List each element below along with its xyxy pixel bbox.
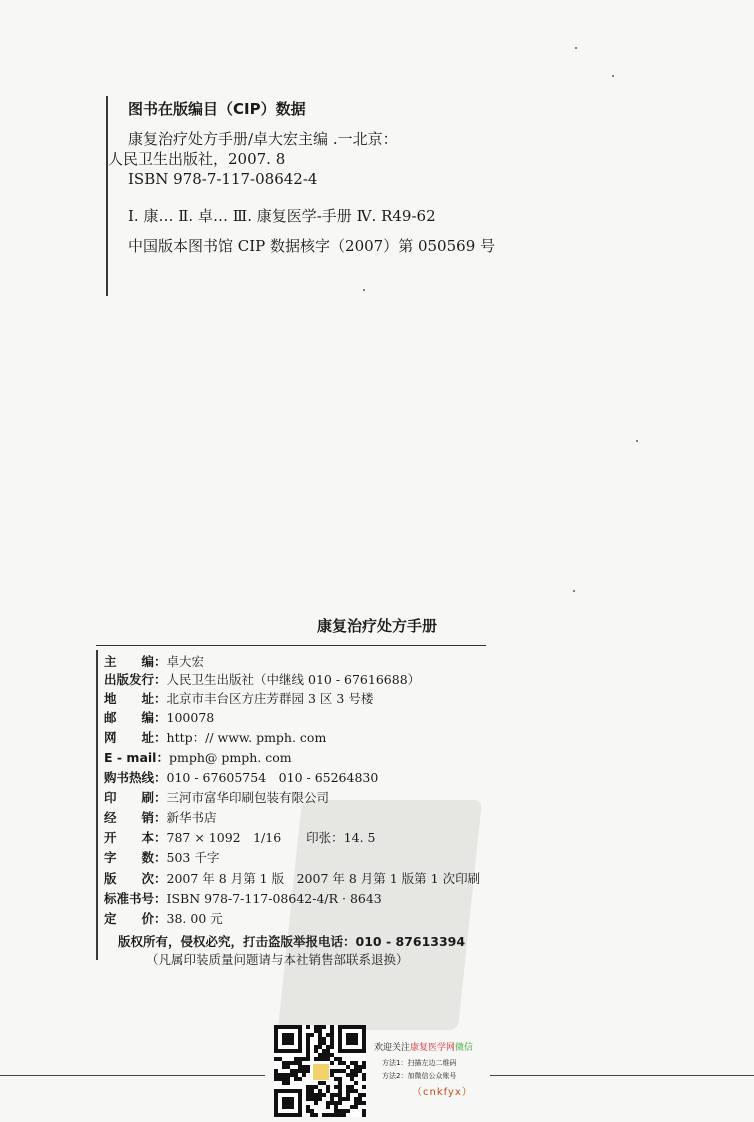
colophon-row: [104, 652, 204, 670]
qr-module: [298, 1077, 302, 1081]
qr-module: [314, 1113, 318, 1117]
qr-module: [362, 1101, 366, 1105]
colophon-value: 503 千字: [166, 850, 220, 865]
qr-module: [326, 1105, 330, 1109]
qr-finder: [282, 1097, 294, 1109]
title-rule: [96, 645, 486, 646]
colophon-row: [104, 788, 329, 806]
colophon-row: [104, 869, 480, 887]
colophon-label: 字 数：: [104, 850, 167, 865]
colophon-label: 印 刷：: [104, 790, 167, 805]
colophon-row: [104, 670, 420, 688]
colophon-row: [104, 689, 373, 707]
qr-module: [362, 1113, 366, 1117]
qr-module: [314, 1101, 318, 1105]
colophon-label: E - mail：: [104, 750, 169, 765]
qr-module: [354, 1073, 358, 1077]
book-title: 康复治疗处方手册: [316, 617, 437, 635]
colophon-value: 卓大宏: [166, 654, 205, 669]
wechat-prefix: 欢迎关注: [374, 1043, 411, 1053]
wechat-brand: 康复医学网: [410, 1043, 456, 1053]
qr-finder: [282, 1033, 294, 1045]
qr-module: [362, 1093, 366, 1097]
copyright-notice: 版权所有，侵权必究，打击盗版举报电话：010 - 87613394: [118, 934, 466, 949]
colophon-value: ISBN 978-7-117-08642-4/R · 8643: [166, 891, 382, 906]
wechat-suffix: 微信: [455, 1043, 474, 1053]
colophon-value: 787 × 1092 1/16 印张：14. 5: [166, 830, 376, 845]
colophon-label: 版 次：: [104, 871, 167, 886]
colophon-label: 地 址：: [104, 691, 167, 706]
wechat-qr-code[interactable]: [274, 1025, 366, 1117]
qr-module: [330, 1061, 334, 1065]
colophon-value: http：// www. pmph. com: [166, 730, 327, 745]
colophon-value: pmph@ pmph. com: [168, 750, 292, 765]
qr-logo-icon: [312, 1063, 330, 1081]
cip-line-classification: Ⅰ. 康… Ⅱ. 卓… Ⅲ. 康复医学-手册 Ⅳ. R49-62: [128, 207, 436, 225]
colophon-value: 38. 00 元: [166, 911, 223, 926]
speck: [636, 440, 638, 442]
colophon-label: 经 销：: [104, 810, 167, 825]
colophon-value: 三河市富华印刷包装有限公司: [166, 790, 330, 805]
qr-module: [322, 1093, 326, 1097]
cip-line-title: 康复治疗处方手册/卓大宏主编 .一北京：: [128, 130, 398, 148]
colophon-value: 人民卫生出版社（中继线 010 - 67616688）: [166, 672, 421, 687]
qr-module: [354, 1105, 358, 1109]
colophon-row: [104, 848, 219, 866]
colophon-row: [104, 909, 223, 927]
qr-module: [346, 1097, 350, 1101]
cip-heading: 图书在版编目（CIP）数据: [128, 100, 306, 118]
colophon-row: [104, 889, 382, 907]
colophon-value: 100078: [166, 710, 215, 725]
qr-module: [342, 1113, 346, 1117]
cip-line-publisher: 人民卫生出版社，2007. 8: [108, 150, 286, 168]
speck: [363, 289, 365, 291]
cip-line-isbn: ISBN 978-7-117-08642-4: [128, 170, 318, 188]
colophon-label: 定 价：: [104, 911, 167, 926]
colophon-row: [104, 728, 326, 746]
colophon-value: 新华书店: [166, 810, 217, 825]
colophon-value: 2007 年 8 月第 1 版 2007 年 8 月第 1 版第 1 次印刷: [166, 871, 481, 886]
qr-module: [354, 1081, 358, 1085]
colophon-value: 北京市丰台区方庄芳群园 3 区 3 号楼: [166, 691, 374, 706]
speck: [573, 590, 575, 592]
qr-module: [306, 1025, 310, 1029]
qr-module: [362, 1077, 366, 1081]
speck: [612, 75, 614, 77]
colophon-row: [104, 828, 375, 846]
colophon-row: [104, 808, 217, 826]
colophon-label: 购书热线：: [104, 770, 167, 785]
qr-module: [306, 1057, 310, 1061]
qr-module: [362, 1085, 366, 1089]
wechat-promo: [374, 1040, 473, 1098]
wechat-method-2: 方法2：加微信公众账号: [382, 1072, 457, 1080]
wechat-method-1: 方法1：扫描左边二维码: [382, 1059, 457, 1067]
footer-rule-right: [490, 1075, 754, 1076]
speck: [575, 47, 577, 49]
colophon-label: 网 址：: [104, 730, 167, 745]
colophon-label: 标准书号：: [104, 891, 167, 906]
left-margin-rule-bottom: [96, 650, 98, 960]
qr-module: [362, 1065, 366, 1069]
colophon-label: 出版发行：: [104, 672, 167, 687]
footer-rule-left: [0, 1075, 265, 1076]
qr-module: [286, 1081, 290, 1085]
qr-finder: [346, 1033, 358, 1045]
qr-module: [302, 1073, 306, 1077]
qr-module: [310, 1033, 314, 1037]
qr-module: [330, 1045, 334, 1049]
colophon-label: 开 本：: [104, 830, 167, 845]
qr-module: [318, 1097, 322, 1101]
colophon-label: 主 编：: [104, 654, 167, 669]
colophon-row: [104, 768, 378, 786]
qr-module: [306, 1069, 310, 1073]
colophon-row: [104, 708, 214, 726]
colophon-row: [104, 748, 292, 766]
qr-module: [338, 1101, 342, 1105]
colophon-value: 010 - 67605754 010 - 65264830: [166, 770, 379, 785]
qr-module: [322, 1025, 326, 1029]
wechat-follow-line: [374, 1040, 473, 1053]
left-margin-rule-top: [106, 96, 108, 296]
exchange-notice: （凡属印装质量问题请与本社销售部联系退换）: [146, 952, 409, 967]
colophon-label: 邮 编：: [104, 710, 167, 725]
cip-line-record-number: 中国版本图书馆 CIP 数据核字（2007）第 050569 号: [128, 237, 496, 255]
wechat-account-id: （cnkfyx）: [412, 1087, 473, 1098]
qr-module: [346, 1109, 350, 1113]
